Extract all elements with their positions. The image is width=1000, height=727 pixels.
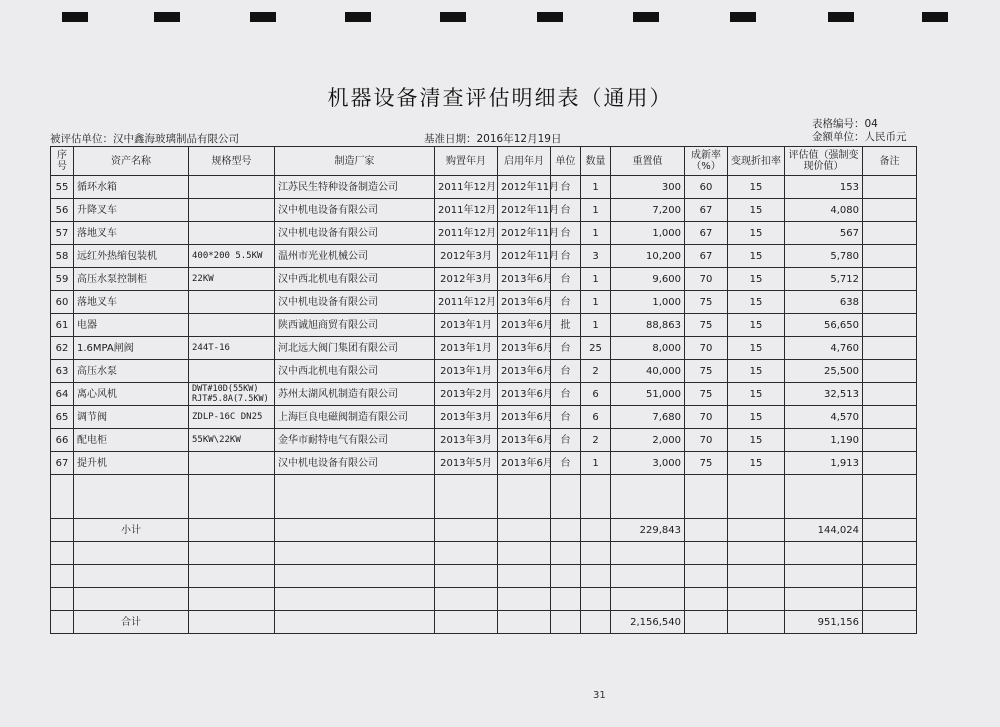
cell-purchase: 2013年1月: [435, 314, 498, 337]
cell-newness: 75: [685, 452, 728, 475]
cell-value: 25,500: [785, 360, 863, 383]
table-row: [51, 199, 917, 222]
cell-replace: 3,000: [611, 452, 685, 475]
cell-note: [863, 406, 917, 429]
cell-start: 2013年6月: [498, 360, 551, 383]
registration-mark: [922, 12, 948, 22]
header-rate: 变现折扣率: [728, 147, 785, 176]
page-mark: 31: [593, 690, 606, 701]
cell-purchase: 2013年1月: [435, 337, 498, 360]
cell-seq: 56: [51, 199, 74, 222]
cell-value: 567: [785, 222, 863, 245]
cell-note: [863, 245, 917, 268]
cell-name: 电器: [74, 314, 189, 337]
cell-replace: 1,000: [611, 222, 685, 245]
cell-note: [863, 452, 917, 475]
cell-seq: 67: [51, 452, 74, 475]
cell-model: 55KW\22KW: [189, 429, 275, 452]
cell-model: [189, 176, 275, 199]
cell-rate: 15: [728, 383, 785, 406]
cell-note: [863, 360, 917, 383]
cell-newness: 75: [685, 383, 728, 406]
cell-rate: 15: [728, 337, 785, 360]
total-replace: 2,156,540: [611, 611, 685, 634]
cell-qty: 25: [581, 337, 611, 360]
cell-purchase: 2013年5月: [435, 452, 498, 475]
cell-note: [863, 291, 917, 314]
cell-value: 5,780: [785, 245, 863, 268]
cell-model-line: DWT#10D(55KW): [192, 384, 259, 394]
cell-model: [189, 314, 275, 337]
cell-unit: 台: [551, 245, 581, 268]
header-seq: 序号: [51, 147, 74, 176]
cell-value: 1,190: [785, 429, 863, 452]
cell-seq: 63: [51, 360, 74, 383]
cell-model: ZDLP-16C DN25: [189, 406, 275, 429]
cell-replace: 300: [611, 176, 685, 199]
cell-qty: 6: [581, 406, 611, 429]
subtotal-replace: 229,843: [611, 519, 685, 542]
cell-seq: 66: [51, 429, 74, 452]
cell-maker: 汉中机电设备有限公司: [275, 452, 435, 475]
cell-qty: 1: [581, 176, 611, 199]
cell-start: 2012年11月: [498, 245, 551, 268]
registration-mark: [345, 12, 371, 22]
cell-value: 4,760: [785, 337, 863, 360]
cell-qty: 1: [581, 268, 611, 291]
cell-value: 638: [785, 291, 863, 314]
cell-rate: 15: [728, 360, 785, 383]
header-qty: 数量: [581, 147, 611, 176]
cell-maker: 陕西诚旭商贸有限公司: [275, 314, 435, 337]
cell-model: 244T-16: [189, 337, 275, 360]
cell-maker: 汉中机电设备有限公司: [275, 199, 435, 222]
cell-qty: 3: [581, 245, 611, 268]
cell-start: 2013年6月: [498, 452, 551, 475]
registration-mark: [154, 12, 180, 22]
cell-start: 2012年11月: [498, 222, 551, 245]
cell-name: 高压水泵控制柜: [74, 268, 189, 291]
cell-unit: 台: [551, 429, 581, 452]
cell-unit: 台: [551, 176, 581, 199]
cell-model: [189, 291, 275, 314]
table-row: [51, 452, 917, 475]
cell-start: 2012年11月: [498, 199, 551, 222]
cell-model: 400*200 5.5KW: [189, 245, 275, 268]
cell-newness: 67: [685, 222, 728, 245]
cell-purchase: 2013年1月: [435, 360, 498, 383]
registration-mark: [250, 12, 276, 22]
cell-newness: 70: [685, 406, 728, 429]
cell-unit: 批: [551, 314, 581, 337]
table-row: [51, 176, 917, 199]
cell-seq: 61: [51, 314, 74, 337]
header-maker: 制造厂家: [275, 147, 435, 176]
cell-name: 离心风机: [74, 383, 189, 406]
cell-name: 1.6MPA闸阀: [74, 337, 189, 360]
subtotal-row: [51, 519, 917, 542]
base-date: 基准日期：2016年12月19日: [424, 133, 562, 145]
cell-qty: 1: [581, 314, 611, 337]
cell-purchase: 2013年3月: [435, 406, 498, 429]
cell-model: [189, 383, 275, 406]
cell-newness: 60: [685, 176, 728, 199]
cell-name: 提升机: [74, 452, 189, 475]
cell-model: 22KW: [189, 268, 275, 291]
cell-start: 2013年6月: [498, 429, 551, 452]
cell-note: [863, 268, 917, 291]
cell-maker: 上海巨良电磁阀制造有限公司: [275, 406, 435, 429]
cell-rate: 15: [728, 176, 785, 199]
table-row: [51, 245, 917, 268]
cell-unit: 台: [551, 406, 581, 429]
registration-mark: [62, 12, 88, 22]
cell-purchase: 2011年12月: [435, 222, 498, 245]
document-title: 机器设备清查评估明细表（通用）: [327, 86, 673, 110]
cell-maker: 苏州太湖风机制造有限公司: [275, 383, 435, 406]
cell-replace: 7,680: [611, 406, 685, 429]
cell-note: [863, 337, 917, 360]
cell-purchase: 2013年3月: [435, 429, 498, 452]
cell-note: [863, 429, 917, 452]
cell-start: 2013年6月: [498, 314, 551, 337]
header-newness: 成新率（%）: [685, 147, 728, 176]
cell-seq: 59: [51, 268, 74, 291]
header-unit: 单位: [551, 147, 581, 176]
cell-maker: 河北远大阀门集团有限公司: [275, 337, 435, 360]
cell-maker: 汉中机电设备有限公司: [275, 291, 435, 314]
cell-name: 落地叉车: [74, 291, 189, 314]
cell-replace: 88,863: [611, 314, 685, 337]
cell-replace: 2,000: [611, 429, 685, 452]
cell-replace: 9,600: [611, 268, 685, 291]
registration-mark: [440, 12, 466, 22]
cell-start: 2013年6月: [498, 268, 551, 291]
cell-purchase: 2011年12月: [435, 199, 498, 222]
cell-purchase: 2011年12月: [435, 176, 498, 199]
cell-model: [189, 360, 275, 383]
table-header-row: [51, 147, 917, 176]
cell-name: 落地叉车: [74, 222, 189, 245]
cell-seq: 65: [51, 406, 74, 429]
cell-rate: 15: [728, 406, 785, 429]
table-row: [51, 360, 917, 383]
cell-seq: 57: [51, 222, 74, 245]
registration-mark: [730, 12, 756, 22]
cell-note: [863, 314, 917, 337]
cell-rate: 15: [728, 268, 785, 291]
cell-maker: 金华市耐特电气有限公司: [275, 429, 435, 452]
currency-unit: 金额单位：人民币元: [812, 131, 907, 143]
appraised-unit: 被评估单位：汉中鑫海玻璃制品有限公司: [50, 133, 239, 145]
header-note: 备注: [863, 147, 917, 176]
cell-newness: 70: [685, 268, 728, 291]
equipment-table: [50, 146, 917, 634]
cell-rate: 15: [728, 429, 785, 452]
cell-newness: 75: [685, 314, 728, 337]
cell-unit: 台: [551, 360, 581, 383]
cell-name: 调节阀: [74, 406, 189, 429]
cell-start: 2013年6月: [498, 291, 551, 314]
cell-value: 4,570: [785, 406, 863, 429]
cell-replace: 1,000: [611, 291, 685, 314]
cell-note: [863, 222, 917, 245]
cell-start: 2013年6月: [498, 383, 551, 406]
registration-mark: [633, 12, 659, 22]
cell-model: [189, 452, 275, 475]
cell-newness: 75: [685, 291, 728, 314]
cell-unit: 台: [551, 291, 581, 314]
cell-seq: 64: [51, 383, 74, 406]
cell-value: 56,650: [785, 314, 863, 337]
cell-rate: 15: [728, 245, 785, 268]
cell-newness: 70: [685, 337, 728, 360]
cell-start: 2013年6月: [498, 337, 551, 360]
header-value: 评估值（强制变现价值）: [785, 147, 863, 176]
cell-model: [189, 199, 275, 222]
header-start: 启用年月: [498, 147, 551, 176]
cell-note: [863, 383, 917, 406]
cell-seq: 62: [51, 337, 74, 360]
cell-unit: 台: [551, 199, 581, 222]
cell-unit: 台: [551, 452, 581, 475]
cell-rate: 15: [728, 452, 785, 475]
cell-name: 升降叉车: [74, 199, 189, 222]
blank-row: [51, 542, 917, 565]
cell-purchase: 2013年2月: [435, 383, 498, 406]
cell-rate: 15: [728, 199, 785, 222]
cell-purchase: 2011年12月: [435, 291, 498, 314]
cell-maker: 温州市光业机械公司: [275, 245, 435, 268]
cell-replace: 40,000: [611, 360, 685, 383]
cell-replace: 51,000: [611, 383, 685, 406]
cell-purchase: 2012年3月: [435, 268, 498, 291]
total-row: [51, 611, 917, 634]
blank-row: [51, 588, 917, 611]
cell-value: 32,513: [785, 383, 863, 406]
table-row: [51, 222, 917, 245]
header-purchase: 购置年月: [435, 147, 498, 176]
cell-value: 4,080: [785, 199, 863, 222]
cell-value: 5,712: [785, 268, 863, 291]
table-row: [51, 337, 917, 360]
table-row: [51, 406, 917, 429]
cell-start: 2013年6月: [498, 406, 551, 429]
cell-value: 153: [785, 176, 863, 199]
cell-rate: 15: [728, 222, 785, 245]
cell-seq: 55: [51, 176, 74, 199]
table-row: [51, 383, 917, 406]
cell-replace: 8,000: [611, 337, 685, 360]
cell-unit: 台: [551, 383, 581, 406]
cell-qty: 1: [581, 452, 611, 475]
cell-replace: 7,200: [611, 199, 685, 222]
total-value: 951,156: [785, 611, 863, 634]
cell-name: 配电柜: [74, 429, 189, 452]
cell-value: 1,913: [785, 452, 863, 475]
table-row: [51, 429, 917, 452]
cell-unit: 台: [551, 337, 581, 360]
cell-seq: 58: [51, 245, 74, 268]
total-label: 合计: [74, 611, 189, 634]
cell-name: 循环水箱: [74, 176, 189, 199]
cell-unit: 台: [551, 222, 581, 245]
cell-note: [863, 199, 917, 222]
cell-maker: 汉中西北机电有限公司: [275, 360, 435, 383]
blank-row: [51, 565, 917, 588]
table-row: [51, 268, 917, 291]
cell-qty: 6: [581, 383, 611, 406]
cell-start: 2012年11月: [498, 176, 551, 199]
table-row: [51, 291, 917, 314]
subtotal-value: 144,024: [785, 519, 863, 542]
cell-unit: 台: [551, 268, 581, 291]
cell-name: 远红外热缩包装机: [74, 245, 189, 268]
registration-mark: [828, 12, 854, 22]
header-model: 规格型号: [189, 147, 275, 176]
cell-qty: 2: [581, 360, 611, 383]
registration-mark: [537, 12, 563, 22]
cell-qty: 1: [581, 199, 611, 222]
form-number: 表格编号：04: [812, 118, 878, 130]
table-row: [51, 314, 917, 337]
table-footer: [51, 475, 917, 634]
cell-rate: 15: [728, 314, 785, 337]
table-body: [51, 176, 917, 475]
cell-name: 高压水泵: [74, 360, 189, 383]
subtotal-label: 小计: [74, 519, 189, 542]
cell-model-line: RJT#5.8A(7.5KW): [192, 394, 269, 404]
cell-rate: 15: [728, 291, 785, 314]
cell-newness: 67: [685, 245, 728, 268]
header-name: 资产名称: [74, 147, 189, 176]
cell-newness: 67: [685, 199, 728, 222]
cell-seq: 60: [51, 291, 74, 314]
cell-qty: 1: [581, 222, 611, 245]
cell-replace: 10,200: [611, 245, 685, 268]
cell-purchase: 2012年3月: [435, 245, 498, 268]
cell-maker: 汉中西北机电有限公司: [275, 268, 435, 291]
cell-model: [189, 222, 275, 245]
cell-note: [863, 176, 917, 199]
cell-qty: 1: [581, 291, 611, 314]
cell-qty: 2: [581, 429, 611, 452]
cell-maker: 江苏民生特种设备制造公司: [275, 176, 435, 199]
cell-newness: 70: [685, 429, 728, 452]
cell-maker: 汉中机电设备有限公司: [275, 222, 435, 245]
header-replace: 重置值: [611, 147, 685, 176]
blank-row: [51, 475, 917, 519]
cell-newness: 75: [685, 360, 728, 383]
